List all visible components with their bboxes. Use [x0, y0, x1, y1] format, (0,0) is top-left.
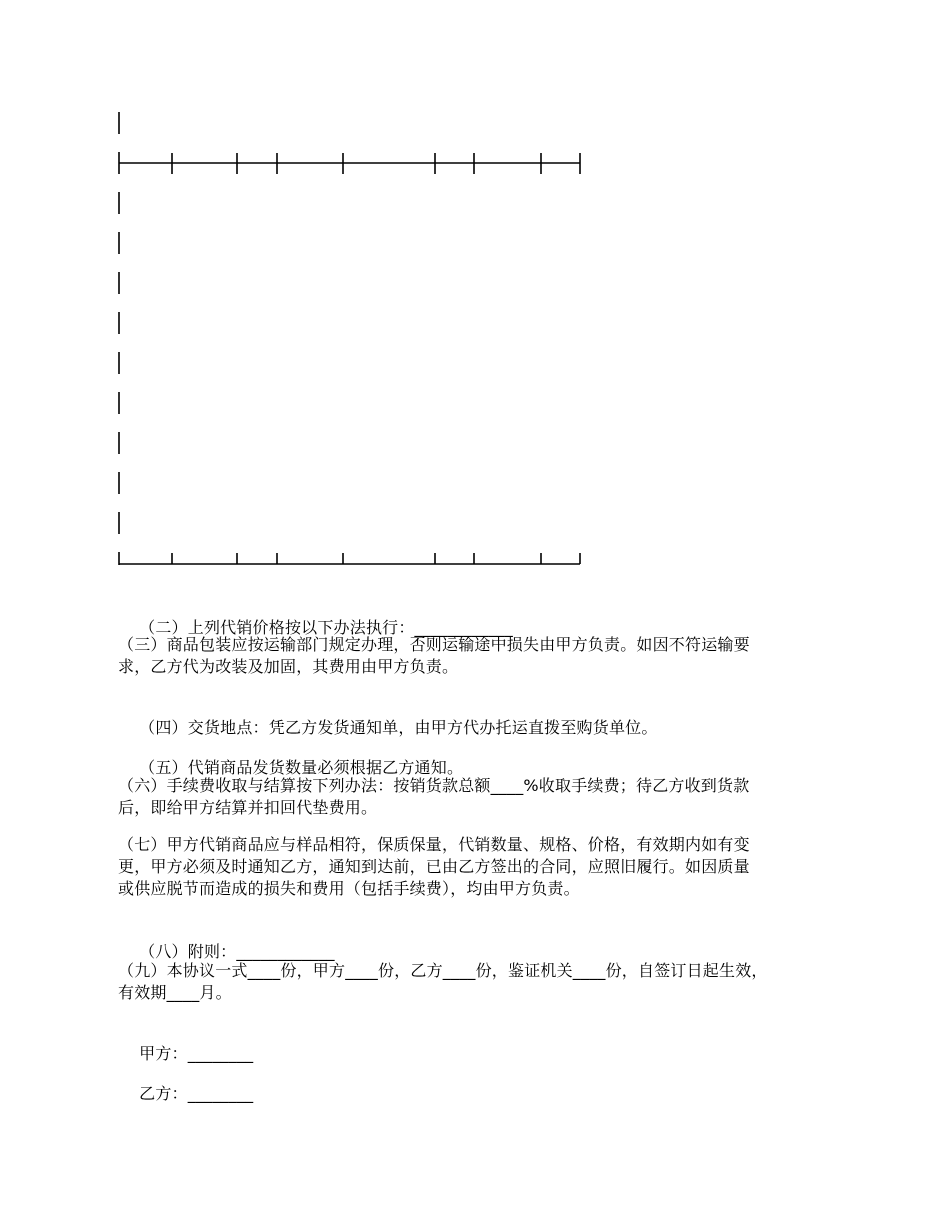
clause-9-line: （九）本协议一式____份，甲方____份，乙方____份，鉴证机关____份，自签订日起生效，	[118, 961, 768, 980]
clause-3-line: 求，乙方代为改装及加固，其费用由甲方负责。	[118, 657, 459, 676]
clause-5-text: （五）代销商品发货数量必须根据乙方通知。	[139, 758, 464, 777]
clause-7-line: 或供应脱节而造成的损失和费用（包括手续费），均由甲方负责。	[118, 879, 580, 898]
clause-9	[118, 960, 848, 1004]
clause-3-line: （三）商品包装应按运输部门规定办理，否则运输途中损失由甲方负责。如因不符运输要	[118, 635, 750, 654]
clause-2-text: （二）上列代销价格按以下办法执行：____________	[139, 618, 513, 637]
clause-4-text: （四）交货地点：凭乙方发货通知单，由甲方代办托运直拨至购货单位。	[139, 718, 658, 737]
clause-6-line: 后，即给甲方结算并扣回代垫费用。	[118, 798, 378, 817]
clause-6	[118, 775, 848, 819]
clause-9-line: 有效期____月。	[118, 983, 232, 1002]
party-a-label: 甲方：________	[139, 1044, 254, 1063]
clause-7-line: 更，甲方必须及时通知乙方，通知到达前，已由乙方签出的合同，应照旧履行。如因质量	[118, 857, 750, 876]
signature-party-b	[118, 1061, 848, 1127]
clause-7	[118, 834, 848, 900]
clause-6-line: （六）手续费收取与结算按下列办法：按销货款总额____%收取手续费；待乙方收到货款	[118, 776, 750, 795]
clause-3	[118, 634, 848, 678]
clause-8-text: （八）附则：____________	[139, 942, 335, 961]
goods-table-drawing	[0, 0, 950, 600]
party-b-label: 乙方：________	[139, 1084, 254, 1103]
clause-7-line: （七）甲方代销商品应与样品相符，保质保量，代销数量、规格、价格，有效期内如有变	[118, 835, 750, 854]
